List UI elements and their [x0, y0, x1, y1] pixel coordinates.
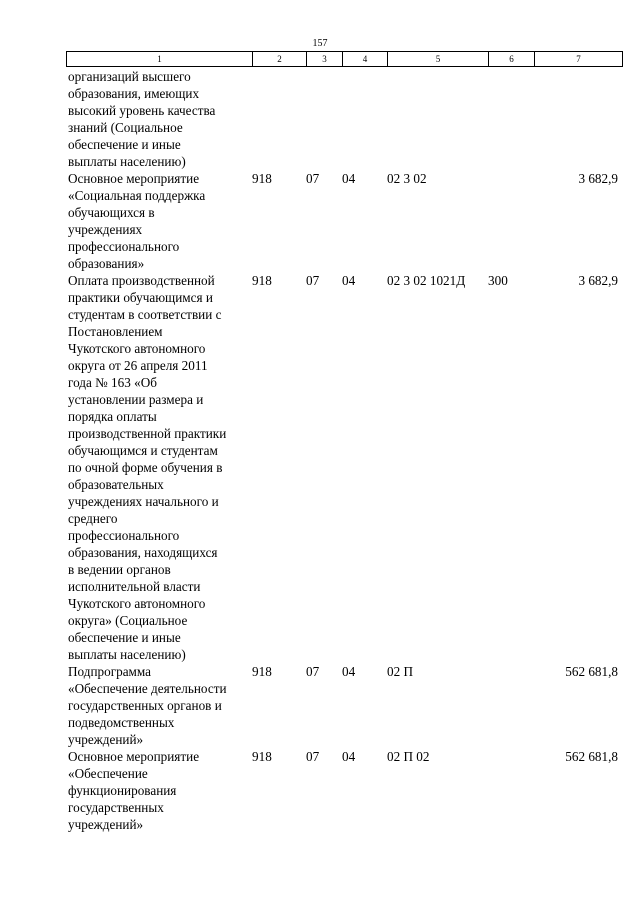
column-header-7: 7	[535, 52, 623, 67]
row-target: 02 3 02 1021Д	[387, 273, 466, 288]
row-subsection: 04	[342, 273, 356, 288]
row-amount: 3 682,9	[578, 171, 618, 186]
row-target: 02 П 02	[387, 749, 430, 764]
column-header-4: 4	[343, 52, 388, 67]
column-header-table	[66, 51, 623, 67]
page-number: 157	[312, 38, 328, 49]
row-subsection: 04	[342, 171, 356, 186]
column-header-3: 3	[307, 52, 343, 67]
table-row	[66, 272, 622, 663]
table-row	[66, 170, 622, 272]
column-header-row	[67, 52, 623, 67]
column-header-1: 1	[67, 52, 253, 67]
row-target: 02 3 02	[387, 171, 427, 186]
row-code: 918	[252, 171, 272, 186]
table-row	[66, 68, 622, 170]
row-name: Оплата производственной практики обучающимся и студентам в соответствии с Постановлением Чукотского автономного округа от 26 апреля 2011 года № 163 «Об установлении размера и порядка оплаты производственной практики обучающимся и студентам по очной форме обучения в образовательных учреждениях начального и среднего профессионального образования, находящихся в ведении органов исполнительной власти Чукотского автономного округа» (Социальное обеспечение и иные выплаты населению)	[68, 273, 227, 662]
row-code: 918	[252, 749, 272, 764]
table-row	[66, 663, 622, 748]
row-amount: 562 681,8	[565, 664, 618, 679]
budget-table-body	[66, 68, 622, 833]
row-section: 07	[306, 749, 320, 764]
row-amount: 3 682,9	[578, 273, 618, 288]
row-section: 07	[306, 273, 320, 288]
row-code: 918	[252, 273, 272, 288]
row-name: Подпрограмма «Обеспечение деятельности государственных органов и подведомственных учреждений»	[68, 664, 227, 747]
row-type: 300	[488, 273, 508, 288]
row-code: 918	[252, 664, 272, 679]
table-row	[66, 748, 622, 833]
row-name: Основное мероприятие «Социальная поддержка обучающихся в учреждениях профессионального образования»	[68, 171, 206, 271]
column-header-6: 6	[489, 52, 535, 67]
column-header-2: 2	[253, 52, 307, 67]
row-subsection: 04	[342, 749, 356, 764]
row-section: 07	[306, 664, 320, 679]
row-target: 02 П	[387, 664, 414, 679]
row-subsection: 04	[342, 664, 356, 679]
row-amount: 562 681,8	[565, 749, 618, 764]
column-header-5: 5	[388, 52, 489, 67]
row-name: Основное мероприятие «Обеспечение функционирования государственных учреждений»	[68, 749, 200, 832]
row-section: 07	[306, 171, 320, 186]
row-name: организаций высшего образования, имеющих высокий уровень качества знаний (Социальное обеспечение и иные выплаты населению)	[68, 69, 216, 169]
